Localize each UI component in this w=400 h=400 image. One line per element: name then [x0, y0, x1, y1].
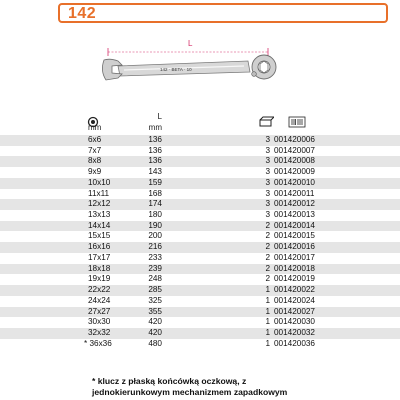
- length-cell: 190: [148, 220, 162, 230]
- length-cell: 216: [148, 242, 162, 252]
- length-cell: 174: [148, 199, 162, 209]
- table-row: [0, 231, 400, 242]
- table-row: [0, 199, 400, 210]
- size-cell: 18x18: [88, 263, 111, 273]
- size-cell: 30x30: [88, 317, 111, 327]
- size-cell: 8x8: [88, 156, 102, 166]
- code-cell: 001420018: [274, 263, 315, 273]
- table-row: [0, 264, 400, 275]
- length-cell: 248: [148, 274, 162, 284]
- qty-cell: 3: [265, 135, 270, 144]
- footnote: [92, 376, 287, 398]
- size-cell: 32x32: [88, 327, 111, 337]
- product-table: [0, 135, 400, 349]
- code-cell: 001420022: [274, 285, 315, 295]
- table-row: [0, 156, 400, 167]
- table-row: [0, 167, 400, 178]
- code-cell: 001420032: [274, 327, 315, 337]
- length-cell: 420: [148, 317, 162, 327]
- length-label: L: [188, 39, 193, 48]
- table-row: [0, 296, 400, 307]
- length-cell: 180: [148, 210, 162, 220]
- length-cell: 136: [148, 135, 162, 144]
- size-cell: 17x17: [88, 252, 111, 262]
- qty-cell: 1: [265, 338, 270, 348]
- qty-cell: 3: [265, 210, 270, 220]
- size-cell: 15x15: [88, 231, 111, 241]
- code-cell: 001420017: [274, 252, 315, 262]
- length-cell: 233: [148, 252, 162, 262]
- table-row: [0, 146, 400, 157]
- table-row: [0, 274, 400, 285]
- qty-cell: 3: [265, 177, 270, 187]
- size-cell: 14x14: [88, 220, 111, 230]
- table-row: [0, 307, 400, 318]
- qty-cell: 2: [265, 220, 270, 230]
- qty-cell: 3: [265, 199, 270, 209]
- table-row: [0, 221, 400, 232]
- length-cell: 480: [148, 338, 162, 348]
- code-cell: 001420012: [274, 199, 315, 209]
- code-cell: 001420027: [274, 306, 315, 316]
- qty-cell: 2: [265, 231, 270, 241]
- table-row: [0, 317, 400, 328]
- length-cell: 355: [148, 306, 162, 316]
- header-box: [58, 3, 388, 23]
- code-cell: 001420014: [274, 220, 315, 230]
- qty-cell: 1: [265, 317, 270, 327]
- code-cell: 001420008: [274, 156, 315, 166]
- length-cell: 239: [148, 263, 162, 273]
- length-cell: 200: [148, 231, 162, 241]
- qty-cell: 1: [265, 327, 270, 337]
- length-cell: 285: [148, 285, 162, 295]
- table-row: [0, 285, 400, 296]
- length-cell: 143: [148, 167, 162, 177]
- code-cell: 001420013: [274, 210, 315, 220]
- table-row: [0, 242, 400, 253]
- qty-cell: 2: [265, 252, 270, 262]
- length-cell: 420: [148, 327, 162, 337]
- size-cell: 9x9: [88, 167, 102, 177]
- code-cell: 001420011: [274, 188, 315, 198]
- length-cell: 136: [148, 156, 162, 166]
- qty-cell: 2: [265, 274, 270, 284]
- table-row: [0, 178, 400, 189]
- qty-cell: 3: [265, 156, 270, 166]
- code-cell: 001420009: [274, 167, 315, 177]
- size-cell: 13x13: [88, 210, 111, 220]
- code-cell: 001420010: [274, 177, 315, 187]
- table-row: [0, 328, 400, 339]
- table-row: [0, 339, 400, 350]
- qty-cell: 3: [265, 145, 270, 155]
- wrench-drawing: [0, 28, 400, 108]
- length-symbol: L: [157, 112, 162, 121]
- code-cell: 001420016: [274, 242, 315, 252]
- ratchet-ring-end: [252, 55, 276, 79]
- qty-cell: 3: [265, 188, 270, 198]
- qty-cell: 1: [265, 285, 270, 295]
- size-cell: * 36x36: [84, 338, 112, 348]
- size-cell: 27x27: [88, 306, 111, 316]
- size-cell: 22x22: [88, 285, 111, 295]
- dimension-line: [108, 48, 268, 56]
- length-cell: 325: [148, 295, 162, 305]
- size-cell: 10x10: [88, 177, 111, 187]
- qty-cell: 1: [265, 295, 270, 305]
- size-cell: 24x24: [88, 295, 111, 305]
- footnote-line-2: jednokierunkowym mechanizmem zapadkowym: [92, 387, 288, 397]
- code-cell: 001420024: [274, 295, 315, 305]
- wrench-engraving: 142 · BETA · 10: [160, 67, 192, 72]
- qty-cell: 2: [265, 263, 270, 273]
- code-cell: 001420015: [274, 231, 315, 241]
- size-cell: 16x16: [88, 242, 111, 252]
- code-cell: 001420007: [274, 145, 315, 155]
- code-cell: 001420019: [274, 274, 315, 284]
- table-row: [0, 253, 400, 264]
- length-cell: 168: [148, 188, 162, 198]
- table-row: [0, 189, 400, 200]
- code-cell: 001420030: [274, 317, 315, 327]
- footnote-line-1: * klucz z płaską końcówką oczkową, z: [92, 376, 247, 386]
- size-cell: 11x11: [88, 188, 110, 198]
- product-number: 142: [68, 5, 97, 22]
- table-row: [0, 135, 400, 146]
- code-cell: 001420036: [274, 338, 315, 348]
- size-cell: 19x19: [88, 274, 111, 284]
- table-header: [0, 123, 400, 135]
- length-unit: mm: [148, 123, 162, 132]
- code-cell: 001420006: [274, 135, 315, 144]
- qty-cell: 2: [265, 242, 270, 252]
- size-cell: 6x6: [88, 135, 102, 144]
- table-row: [0, 210, 400, 221]
- size-unit: mm: [88, 123, 102, 132]
- qty-cell: 1: [265, 306, 270, 316]
- qty-cell: 3: [265, 167, 270, 177]
- size-cell: 12x12: [88, 199, 111, 209]
- length-cell: 159: [148, 177, 162, 187]
- length-cell: 136: [148, 145, 162, 155]
- size-cell: 7x7: [88, 145, 102, 155]
